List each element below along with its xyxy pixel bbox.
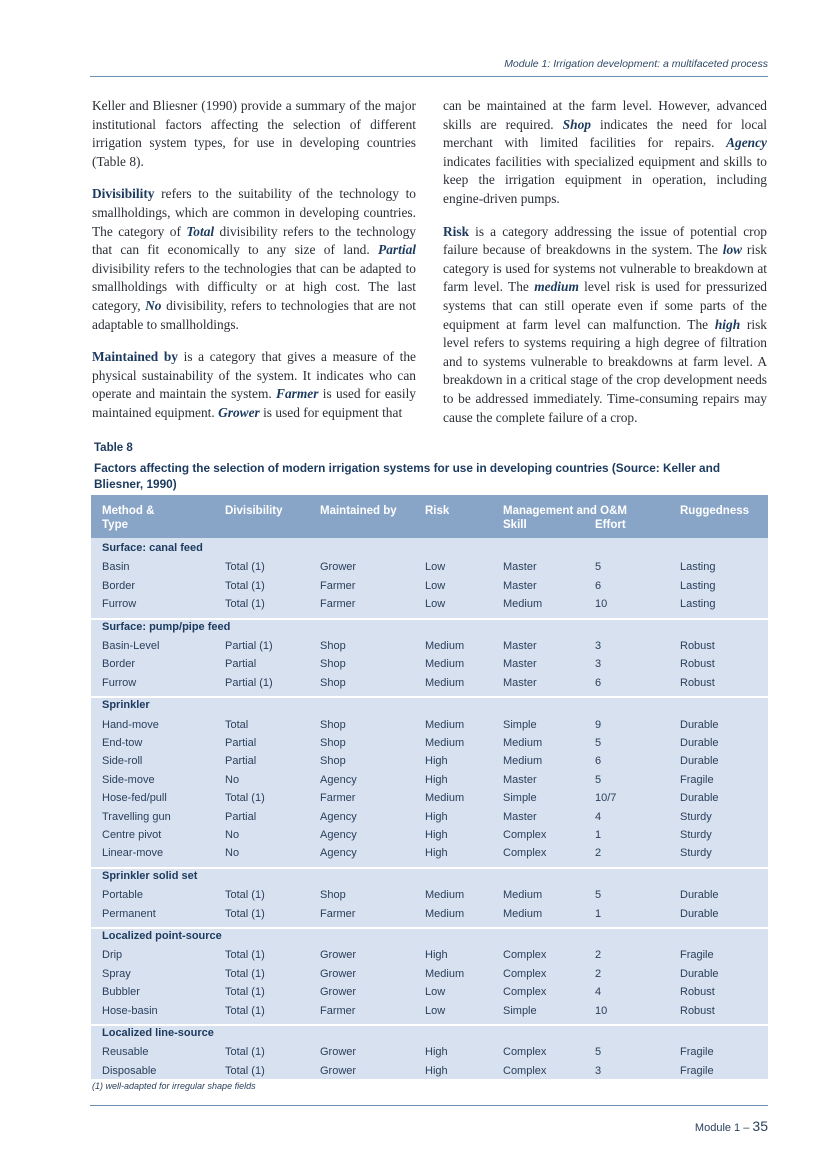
text-run: is used for easily maintained equipment.	[92, 386, 417, 420]
cell-ruggedness: Robust	[680, 986, 715, 999]
cell-risk: High	[425, 773, 448, 786]
cell-effort: 5	[595, 561, 602, 574]
header-method-line1: Method &	[102, 505, 155, 517]
category-no: No	[145, 297, 162, 313]
header-method	[102, 504, 154, 532]
cell-ruggedness: Durable	[680, 792, 719, 805]
cell-method: Border	[102, 579, 136, 592]
cell-effort: 9	[595, 718, 602, 731]
text-run: indicates the need for local merchant with limited facilities for repairs.	[443, 116, 767, 151]
table-title: Factors affecting the selection of modern irrigation systems for use in developing countries (Source: Keller and Bliesner, 1990)	[94, 461, 721, 491]
cell-risk: High	[425, 810, 448, 823]
cell-skill: Simple	[503, 792, 537, 805]
cell-divisibility: Partial	[225, 658, 257, 671]
cell-ruggedness: Fragile	[680, 773, 714, 786]
cell-divisibility: Partial	[225, 755, 257, 768]
cell-risk: High	[425, 1064, 448, 1077]
cell-divisibility: Total (1)	[225, 1004, 265, 1017]
cell-maintained-by: Grower	[320, 561, 357, 574]
cell-divisibility: Total (1)	[225, 907, 265, 920]
cell-maintained-by: Farmer	[320, 598, 356, 611]
group-separator	[91, 618, 768, 620]
module-label: Module 1 –	[694, 1122, 750, 1134]
cell-method: Disposable	[102, 1064, 157, 1077]
cell-method: Basin	[102, 561, 130, 574]
cell-ruggedness: Fragile	[680, 1046, 714, 1059]
cell-divisibility: Total (1)	[225, 967, 265, 980]
cell-ruggedness: Durable	[680, 755, 719, 768]
page-number: 35	[752, 1118, 768, 1134]
text-run: refers to the suitability of the technology to smallholdings, which are common in developing countries. The category of	[92, 186, 416, 239]
category-medium: medium	[534, 279, 579, 295]
paragraph-divisibility	[92, 185, 416, 334]
category-high: high	[714, 316, 741, 332]
cell-divisibility: Total (1)	[225, 949, 265, 962]
cell-effort: 10/7	[595, 792, 617, 805]
paragraph-risk	[443, 223, 767, 428]
cell-divisibility: Total (1)	[225, 1064, 265, 1077]
cell-ruggedness: Durable	[680, 907, 719, 920]
cell-effort: 6	[595, 579, 602, 592]
cell-effort: 5	[595, 773, 602, 786]
cell-method: Bubbler	[102, 986, 140, 999]
cell-skill: Medium	[503, 907, 543, 920]
cell-method: Linear-move	[102, 847, 164, 860]
group-title: Localized line-source	[102, 1027, 214, 1039]
cell-maintained-by: Farmer	[320, 907, 356, 920]
cell-effort: 6	[595, 676, 602, 689]
cell-effort: 10	[595, 1004, 608, 1017]
cell-skill: Master	[503, 658, 537, 671]
table-label: Table 8	[94, 442, 133, 454]
cell-effort: 3	[595, 1064, 602, 1077]
cell-method: Portable	[102, 889, 143, 902]
paragraph-intro	[92, 97, 416, 171]
cell-maintained-by: Agency	[320, 810, 357, 823]
cell-maintained-by: Shop	[320, 889, 346, 902]
cell-maintained-by: Agency	[320, 829, 357, 841]
cell-skill: Complex	[503, 1046, 547, 1059]
cell-ruggedness: Fragile	[680, 949, 714, 962]
cell-skill: Master	[503, 579, 537, 592]
text-run: divisibility refers to the technology that can fit economically to any size of land.	[92, 223, 416, 258]
group-separator	[91, 927, 768, 929]
cell-skill: Master	[503, 676, 537, 689]
cell-method: Side-roll	[102, 755, 143, 768]
cell-risk: Medium	[425, 640, 465, 652]
cell-skill: Medium	[503, 755, 543, 768]
page-footer	[695, 1118, 768, 1134]
cell-maintained-by: Shop	[320, 658, 346, 671]
cell-divisibility: Partial (1)	[225, 640, 273, 652]
cell-risk: Medium	[425, 907, 465, 920]
group-title: Sprinkler	[102, 699, 150, 712]
running-header: Module 1: Irrigation development: a multifaceted process	[504, 58, 768, 70]
cell-skill: Complex	[503, 829, 547, 841]
cell-maintained-by: Shop	[320, 718, 346, 731]
text-run: indicates facilities with specialized equipment and skills to keep the irrigation equipment in operation, including engine-driven pumps.	[443, 153, 767, 206]
cell-risk: Low	[425, 598, 446, 611]
cell-method: Furrow	[102, 598, 137, 611]
term-risk: Risk	[443, 223, 470, 239]
cell-ruggedness: Robust	[680, 658, 715, 671]
cell-maintained-by: Shop	[320, 640, 346, 652]
header-divisibility: Divisibility	[225, 505, 283, 517]
cell-effort: 3	[595, 640, 602, 652]
cell-ruggedness: Durable	[680, 718, 719, 731]
group-title: Sprinkler solid set	[102, 869, 198, 882]
cell-maintained-by: Grower	[320, 986, 357, 999]
cell-divisibility: Total (1)	[225, 579, 265, 592]
cell-skill: Complex	[503, 949, 547, 962]
text-run: is a category that gives a measure of the physical sustainability of the system. It indicates who can operate and maintain the system.	[92, 349, 416, 402]
cell-effort: 4	[595, 810, 602, 823]
cell-skill: Complex	[503, 986, 547, 999]
cell-effort: 2	[595, 967, 602, 980]
cell-method: Drip	[102, 949, 123, 962]
cell-ruggedness: Robust	[680, 640, 715, 652]
cell-divisibility: No	[225, 847, 240, 860]
cell-maintained-by: Grower	[320, 949, 357, 962]
cell-maintained-by: Farmer	[320, 579, 356, 592]
cell-maintained-by: Shop	[320, 676, 346, 689]
cell-ruggedness: Durable	[680, 889, 719, 902]
category-total: Total	[186, 223, 215, 239]
text-run: risk category is used for systems not vulnerable to breakdown at farm level. The	[443, 242, 767, 295]
paragraph-maintained-cont	[443, 97, 767, 209]
paragraph-maintained-by	[92, 348, 416, 422]
cell-maintained-by: Agency	[320, 773, 357, 786]
cell-ruggedness: Robust	[680, 676, 715, 689]
cell-skill: Complex	[503, 1064, 547, 1077]
cell-maintained-by: Farmer	[320, 792, 356, 805]
cell-effort: 10	[595, 598, 608, 611]
cell-method: Travelling gun	[102, 810, 171, 823]
header-management: Management and O&M	[503, 505, 627, 517]
category-grower: Grower	[218, 404, 260, 420]
cell-skill: Medium	[503, 737, 543, 749]
header-effort: Effort	[595, 519, 626, 531]
group-title: Surface: pump/pipe feed	[102, 620, 231, 633]
cell-method: Permanent	[102, 907, 156, 920]
cell-method: Basin-Level	[102, 640, 160, 652]
cell-ruggedness: Sturdy	[680, 810, 712, 823]
cell-effort: 5	[595, 1046, 602, 1059]
group-title: Localized point-source	[102, 930, 222, 942]
table-header	[91, 495, 768, 538]
cell-method: Reusable	[102, 1046, 149, 1059]
group-separator	[91, 867, 768, 869]
cell-ruggedness: Robust	[680, 1004, 715, 1017]
cell-divisibility: Total (1)	[225, 986, 265, 999]
cell-divisibility: No	[225, 773, 240, 786]
cell-ruggedness: Lasting	[680, 579, 716, 592]
cell-risk: High	[425, 949, 448, 962]
cell-risk: Medium	[425, 792, 465, 805]
cell-risk: High	[425, 847, 448, 860]
left-column	[92, 97, 416, 437]
cell-ruggedness: Sturdy	[680, 847, 712, 860]
cell-ruggedness: Durable	[680, 967, 719, 980]
cell-method: Centre pivot	[102, 829, 162, 841]
cell-maintained-by: Grower	[320, 967, 357, 980]
cell-risk: Low	[425, 579, 446, 592]
cell-risk: Low	[425, 561, 446, 574]
cell-divisibility: Total (1)	[225, 889, 265, 902]
cell-effort: 2	[595, 949, 602, 962]
cell-maintained-by: Grower	[320, 1064, 357, 1077]
cell-divisibility: Total (1)	[225, 598, 265, 611]
cell-maintained-by: Shop	[320, 755, 346, 768]
cell-effort: 2	[595, 847, 602, 860]
text-run: divisibility refers to the technologies that can be adapted to smallholdings with difficulty or at high cost. The last category,	[92, 260, 416, 313]
category-low: low	[722, 242, 743, 258]
header-ruggedness: Ruggedness	[680, 505, 750, 517]
cell-risk: High	[425, 1046, 448, 1059]
group-separator	[91, 696, 768, 698]
category-shop: Shop	[562, 116, 591, 132]
cell-skill: Simple	[503, 1004, 537, 1017]
cell-skill: Simple	[503, 718, 537, 731]
footer-rule	[90, 1105, 768, 1106]
cell-skill: Master	[503, 773, 537, 786]
cell-risk: Low	[425, 1004, 446, 1017]
cell-method: Furrow	[102, 676, 137, 689]
cell-risk: Medium	[425, 676, 465, 689]
term-divisibility: Divisibility	[92, 186, 155, 202]
cell-risk: Medium	[425, 718, 465, 731]
cell-divisibility: No	[225, 829, 240, 841]
text-run: level risk is used for pressurized systems that can still operate even if some parts of the equipment at farm level can malfunction. The	[443, 279, 767, 332]
cell-risk: Medium	[425, 737, 465, 749]
cell-method: Hose-fed/pull	[102, 792, 167, 805]
cell-skill: Master	[503, 640, 537, 652]
text-run: is used for equipment that	[259, 404, 403, 420]
category-partial: Partial	[378, 242, 416, 258]
cell-ruggedness: Lasting	[680, 561, 716, 574]
group-title: Surface: canal feed	[102, 542, 203, 554]
cell-maintained-by: Shop	[320, 737, 346, 749]
header-method-line2: Type	[102, 519, 128, 531]
cell-effort: 4	[595, 986, 602, 999]
text-run: risk level refers to systems requiring a high degree of filtration and to systems vulnerable to breakdowns at farm level. A breakdown in a critical stage of the crop development needs to be addressed immediately. Time-consuming repairs may cause the complete failure of a crop.	[443, 316, 767, 425]
header-risk: Risk	[425, 505, 450, 517]
cell-risk: Medium	[425, 658, 465, 671]
cell-divisibility: Partial (1)	[225, 676, 273, 689]
cell-effort: 5	[595, 889, 602, 902]
cell-ruggedness: Fragile	[680, 1064, 714, 1077]
cell-divisibility: Total (1)	[225, 1046, 265, 1059]
header-rule	[90, 76, 768, 77]
cell-maintained-by: Farmer	[320, 1004, 356, 1017]
cell-effort: 3	[595, 658, 602, 671]
text-run: can be maintained at the farm level. However, advanced skills are required.	[443, 98, 767, 132]
cell-method: Side-move	[102, 773, 155, 786]
cell-divisibility: Partial	[225, 737, 257, 749]
cell-risk: High	[425, 755, 448, 768]
cell-method: End-tow	[102, 737, 143, 749]
cell-risk: High	[425, 829, 448, 841]
cell-ruggedness: Sturdy	[680, 829, 712, 841]
cell-skill: Medium	[503, 598, 543, 611]
cell-method: Hand-move	[102, 718, 159, 731]
cell-ruggedness: Durable	[680, 737, 719, 749]
cell-skill: Master	[503, 810, 537, 823]
cell-skill: Master	[503, 561, 537, 574]
category-agency: Agency	[726, 135, 767, 151]
cell-ruggedness: Lasting	[680, 598, 716, 611]
term-maintained-by: Maintained by	[92, 349, 178, 365]
category-farmer: Farmer	[276, 386, 319, 402]
cell-divisibility: Total	[225, 718, 249, 731]
cell-maintained-by: Grower	[320, 1046, 357, 1059]
cell-method: Border	[102, 658, 136, 671]
cell-divisibility: Partial	[225, 810, 257, 823]
cell-effort: 1	[595, 907, 602, 920]
cell-skill: Medium	[503, 889, 543, 902]
header-skill: Skill	[503, 519, 527, 531]
group-separator	[91, 1024, 768, 1026]
cell-risk: Medium	[425, 967, 465, 980]
cell-skill: Complex	[503, 847, 547, 860]
cell-skill: Complex	[503, 967, 547, 980]
cell-divisibility: Total (1)	[225, 561, 265, 574]
cell-method: Spray	[102, 967, 131, 980]
cell-risk: Medium	[425, 889, 465, 902]
cell-effort: 6	[595, 755, 602, 768]
text-run: is a category addressing the issue of potential crop failure because of breakdowns in the system. The	[443, 223, 767, 258]
cell-effort: 1	[595, 829, 602, 841]
table-footnote: (1) well-adapted for irregular shape fields	[92, 1081, 256, 1091]
right-column	[443, 97, 767, 441]
cell-maintained-by: Agency	[320, 847, 357, 860]
intro-text: Keller and Bliesner (1990) provide a summary of the major institutional factors affecting the selection of different irrigation system types, for use in developing countries (Table 8).	[92, 98, 416, 169]
header-maintained-by: Maintained by	[320, 505, 397, 517]
text-run: divisibility, refers to technologies that are not adaptable to smallholdings.	[92, 297, 417, 332]
irrigation-table	[91, 495, 768, 1079]
cell-method: Hose-basin	[102, 1004, 158, 1017]
cell-risk: Low	[425, 986, 446, 999]
cell-divisibility: Total (1)	[225, 792, 265, 805]
cell-effort: 5	[595, 737, 602, 749]
